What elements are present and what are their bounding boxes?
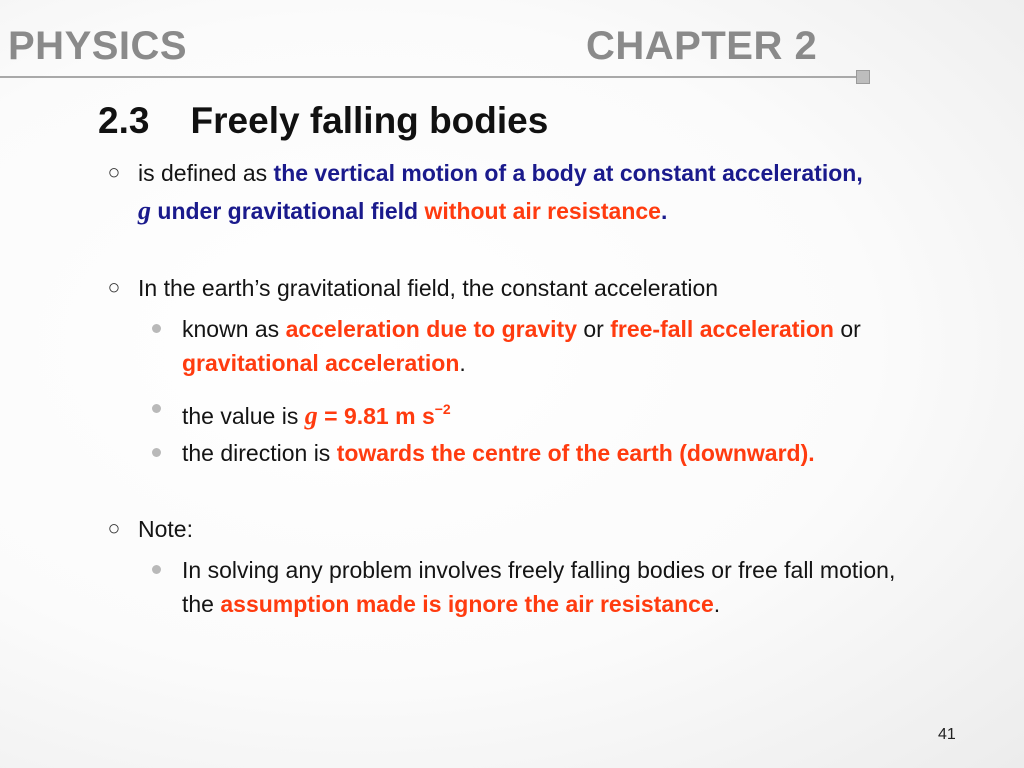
- definition-field: under gravitational field: [151, 198, 419, 224]
- page-number: 41: [938, 726, 956, 743]
- term-gravitational-acceleration: gravitational acceleration: [182, 350, 460, 376]
- term-free-fall-acceleration: free-fall acceleration: [610, 316, 834, 342]
- assumption-main: assumption made is ignore the air resistance: [220, 591, 714, 617]
- hollow-circle-bullet-icon: ○: [107, 161, 121, 184]
- direction-lead: the direction is: [182, 440, 337, 466]
- value-exponent: −2: [434, 401, 451, 417]
- symbol-g: g: [138, 196, 151, 225]
- definition-period: .: [660, 198, 668, 224]
- assumption-period: .: [713, 591, 721, 617]
- header-subject: PHYSICS: [8, 24, 188, 68]
- bullet-earth-field: [107, 269, 878, 307]
- direction-value: towards the centre of the earth (downward).: [336, 440, 815, 466]
- header-divider: [0, 76, 858, 78]
- hollow-circle-bullet-icon: ○: [107, 517, 121, 540]
- gray-dot-bullet-icon: [152, 404, 161, 413]
- definition-main: the vertical motion of a body at constant acceleration,: [273, 160, 863, 186]
- divider-end-square: [856, 70, 870, 84]
- bullet-definition: [107, 154, 878, 230]
- value-lead: the value is: [182, 403, 305, 429]
- known-as-lead: known as: [182, 316, 286, 342]
- subbullet-direction: [182, 436, 927, 470]
- gray-dot-bullet-icon: [152, 324, 161, 333]
- term-acceleration-due-to-gravity: acceleration due to gravity: [285, 316, 577, 342]
- or-2: or: [833, 316, 861, 342]
- subbullet-value: [182, 392, 927, 433]
- value-number: = 9.81 m s: [317, 403, 435, 429]
- note-label: Note:: [138, 516, 193, 542]
- header-chapter: CHAPTER 2: [586, 24, 818, 68]
- definition-lead: is defined as: [138, 160, 274, 186]
- or-1: or: [577, 316, 611, 342]
- symbol-g-value: g: [304, 401, 318, 430]
- known-as-period: .: [459, 350, 466, 376]
- gray-dot-bullet-icon: [152, 448, 161, 457]
- assumption-lead: In solving any problem involves freely falling bodies or free fall motion, the: [182, 557, 896, 617]
- earth-field-text: In the earth’s gravitational field, the constant acceleration: [138, 275, 719, 301]
- definition-condition: without air resistance: [418, 198, 661, 224]
- hollow-circle-bullet-icon: ○: [107, 276, 121, 299]
- subbullet-assumption: [182, 553, 927, 621]
- gray-dot-bullet-icon: [152, 565, 161, 574]
- slide-title: 2.3 Freely falling bodies: [98, 100, 549, 141]
- bullet-note: [107, 510, 878, 548]
- subbullet-known-as: [182, 312, 927, 380]
